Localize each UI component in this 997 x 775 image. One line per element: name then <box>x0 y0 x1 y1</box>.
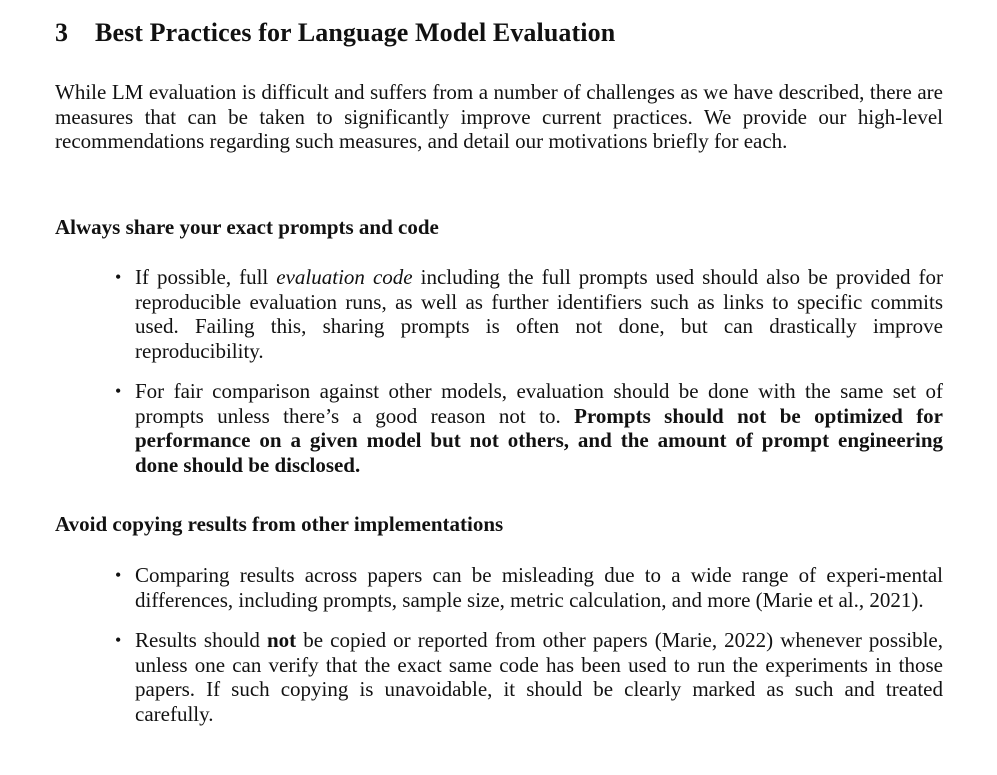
list-item <box>110 563 943 612</box>
bullet-text: be copied or reported from other papers (Marie, 2022) whenever possible, unless one can verify that the exact same code has been used to run the experiments in those papers. If such copying is unavoidable, it should be clearly marked as such and treated carefully. <box>135 628 943 726</box>
bullet-icon: • <box>115 630 122 650</box>
bullet-icon: • <box>115 565 122 585</box>
section-number: 3 <box>55 18 69 47</box>
bullet-text: Comparing results across papers can be misleading due to a wide range of experi-mental differences, including prompts, sample size, metric calculation, and more (Marie et al., 2021). <box>135 563 943 612</box>
bullet-icon: • <box>115 267 122 287</box>
intro-paragraph: While LM evaluation is difficult and suffers from a number of challenges as we have described, there are measures that can be taken to significantly improve current practices. We provide our high-level recommendations regarding such measures, and detail our motivations briefly for each. <box>55 80 943 153</box>
bullet-text: Results should <box>135 628 267 652</box>
bullet-list-share-prompts <box>110 265 943 477</box>
bullet-emphasis: evaluation code <box>276 265 413 289</box>
section-heading <box>55 18 615 48</box>
bullet-bold-text: not <box>266 628 297 652</box>
bullet-text: If possible, full <box>135 265 277 289</box>
list-item <box>110 265 943 363</box>
list-item <box>110 379 943 477</box>
bullet-text: For fair comparison against other models, evaluation should be done with the same set of prompts unless there’s a good reason not to. <box>135 379 943 428</box>
section-title: Best Practices for Language Model Evaluation <box>95 18 616 47</box>
bullet-bold-text: Prompts should not be optimized for performance on a given model but not others, and the amount of prompt engineering done should be disclosed. <box>135 403 944 477</box>
bullet-text: including the full prompts used should also be provided for reproducible evaluation runs, as well as further identifiers such as links to specific commits used. Failing this, sharing prompts is often not done, but can drastically improve reproducibility. <box>135 265 943 363</box>
list-item <box>110 628 943 726</box>
bullet-list-avoid-copying <box>110 563 943 726</box>
subsection-heading-avoid-copying: Avoid copying results from other implementations <box>55 512 504 536</box>
subsection-heading-share-prompts: Always share your exact prompts and code <box>55 215 439 239</box>
bullet-icon: • <box>115 381 122 401</box>
